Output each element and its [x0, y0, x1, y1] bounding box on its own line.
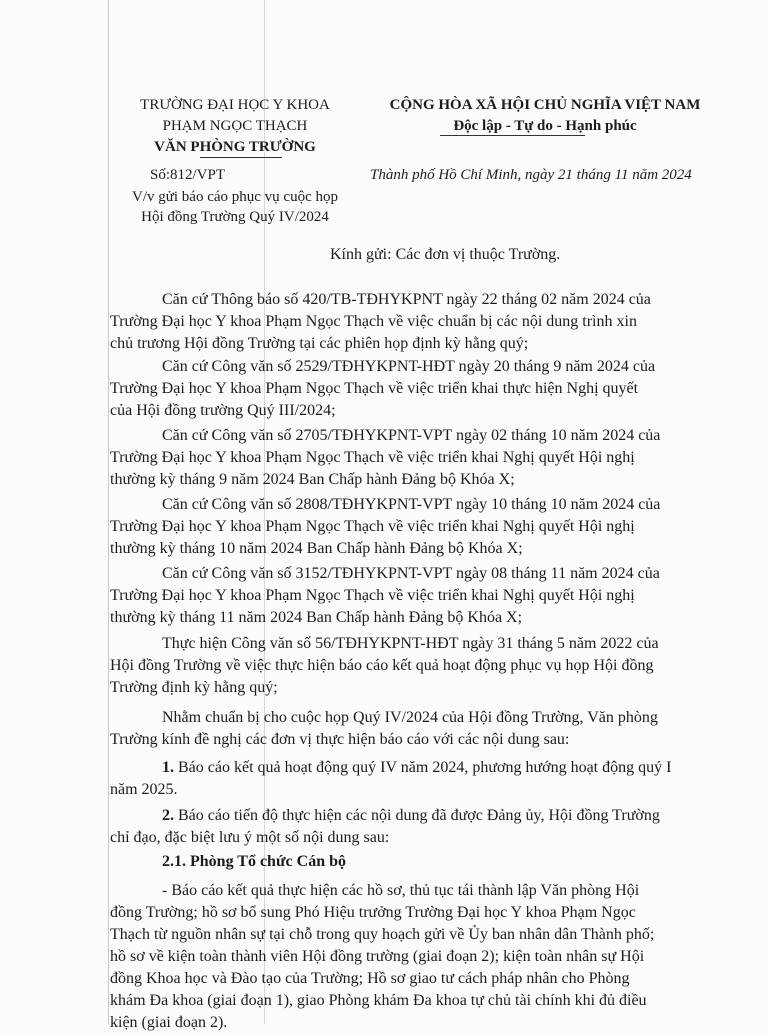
paragraph-line: thường kỳ tháng 11 năm 2024 Ban Chấp hành Đảng bộ Khóa X;: [110, 609, 523, 626]
recipient: Kính gửi: Các đơn vị thuộc Trường.: [330, 246, 561, 263]
place-date: Thành phố Hồ Chí Minh, ngày 21 tháng 11 năm 2024: [370, 167, 692, 183]
paragraph-line: thường kỳ tháng 9 năm 2024 Ban Chấp hành Đảng bộ Khóa X;: [110, 471, 515, 488]
issuer-underline: [200, 157, 282, 158]
paragraph-line: chủ trương Hội đồng Trường tại các phiên họp định kỳ hằng quý;: [110, 335, 529, 352]
paragraph: [110, 563, 722, 629]
national-motto: Độc lập - Tự do - Hạnh phúc: [453, 118, 637, 134]
paragraph-line: kiện (giai đoạn 2).: [110, 1014, 228, 1031]
paragraph-line: chỉ đạo, đặc biệt lưu ý một số nội dung sau:: [110, 829, 390, 846]
list-item-2: [110, 805, 722, 849]
doc-number: Số:812/VPT: [150, 167, 226, 183]
section-heading: 2.1. Phòng Tổ chức Cán bộ: [162, 853, 347, 870]
paragraph-line: thường kỳ tháng 10 năm 2024 Ban Chấp hành Đảng bộ Khóa X;: [110, 540, 523, 557]
subject-line2: Hội đồng Trường Quý IV/2024: [141, 209, 329, 225]
paragraph: [110, 425, 722, 491]
section-body: [110, 880, 722, 1034]
paragraph-line: Căn cứ Công văn số 2808/TĐHYKPNT-VPT ngày 10 tháng 10 năm 2024 của: [162, 496, 661, 513]
paragraph-line: Căn cứ Thông báo số 420/TB-TĐHYKPNT ngày 22 tháng 02 năm 2024 của: [162, 291, 651, 308]
paragraph: [110, 707, 722, 751]
paragraph-line: Trường Đại học Y khoa Phạm Ngọc Thạch về việc triển khai Nghị quyết Hội nghị: [110, 449, 635, 466]
paragraph-line: Nhằm chuẩn bị cho cuộc họp Quý IV/2024 của Hội đồng Trường, Văn phòng: [162, 709, 658, 726]
issuer-block: [80, 95, 390, 158]
paragraph: [110, 494, 722, 560]
national-header: [355, 95, 735, 137]
national-title: CỘNG HÒA XÃ HỘI CHỦ NGHĨA VIỆT NAM: [389, 97, 701, 113]
paragraph-line: Thạch từ nguồn nhân sự tại chỗ trong quy hoạch gửi về Ủy ban nhân dân Thành phố;: [110, 926, 655, 943]
paragraph-line: Báo cáo kết quả hoạt động quý IV năm 2024, phương hướng hoạt động quý I: [178, 759, 672, 776]
issuer-office: VĂN PHÒNG TRƯỜNG: [154, 139, 316, 155]
item-number: 1.: [162, 759, 174, 776]
paragraph-line: Trường định kỳ hằng quý;: [110, 679, 278, 696]
paragraph-line: Trường Đại học Y khoa Phạm Ngọc Thạch về việc triển khai Nghị quyết Hội nghị: [110, 518, 635, 535]
paragraph-line: Căn cứ Công văn số 3152/TĐHYKPNT-VPT ngày 08 tháng 11 năm 2024 của: [162, 565, 660, 582]
paragraph-line: Trường Đại học Y khoa Phạm Ngọc Thạch về việc triển khai Nghị quyết Hội nghị: [110, 587, 635, 604]
paragraph-line: Trường Đại học Y khoa Phạm Ngọc Thạch về việc chuẩn bị các nội dung trình xin: [110, 313, 637, 330]
paragraph-line: Căn cứ Công văn số 2705/TĐHYKPNT-VPT ngày 02 tháng 10 năm 2024 của: [162, 427, 661, 444]
paragraph-line: Báo cáo tiến độ thực hiện các nội dung đã được Đảng ủy, Hội đồng Trường: [178, 807, 660, 824]
paragraph-line: Thực hiện Công văn số 56/TĐHYKPNT-HĐT ngày 31 tháng 5 năm 2022 của: [162, 635, 659, 652]
issuer-university: TRƯỜNG ĐẠI HỌC Y KHOA: [140, 97, 330, 113]
paragraph-line: Hội đồng Trường về việc thực hiện báo cáo kết quả hoạt động phục vụ họp Hội đồng: [110, 657, 654, 674]
paragraph-line: hồ sơ về kiện toàn thành viên Hội đồng trường (giai đoạn 2); kiện toàn nhân sự Hội: [110, 948, 645, 965]
paragraph-line: Trường Đại học Y khoa Phạm Ngọc Thạch về việc triển khai thực hiện Nghị quyết: [110, 380, 639, 397]
subject-block: [80, 187, 390, 227]
paragraph-line: của Hội đồng trường Quý III/2024;: [110, 402, 336, 419]
motto-underline: [440, 135, 585, 136]
paragraph-line: Căn cứ Công văn số 2529/TĐHYKPNT-HĐT ngày 20 tháng 9 năm 2024 của: [162, 358, 656, 375]
item-number: 2.: [162, 807, 174, 824]
issuer-university-name: PHẠM NGỌC THẠCH: [162, 118, 308, 134]
paragraph: [110, 356, 722, 422]
paragraph-line: đồng Khoa học và Đào tạo của Trường; Hồ sơ giao tư cách pháp nhân cho Phòng: [110, 970, 630, 987]
subject-line1: V/v gửi báo cáo phục vụ cuộc họp: [132, 189, 338, 205]
paragraph-line: đồng Trường; hồ sơ bổ sung Phó Hiệu trưởng Trường Đại học Y khoa Phạm Ngọc: [110, 904, 636, 921]
paragraph: [110, 633, 722, 699]
paragraph-line: Trường kính đề nghị các đơn vị thực hiện báo cáo với các nội dung sau:: [110, 731, 570, 748]
paragraph-line: khám Đa khoa (giai đoạn 1), giao Phòng khám Đa khoa tự chủ tài chính khi đủ điều: [110, 992, 647, 1009]
paragraph-line: - Báo cáo kết quả thực hiện các hồ sơ, thủ tục tái thành lập Văn phòng Hội: [162, 882, 640, 899]
list-item-1: [110, 757, 722, 801]
paragraph-line: năm 2025.: [110, 781, 178, 798]
paragraph: [110, 289, 722, 355]
